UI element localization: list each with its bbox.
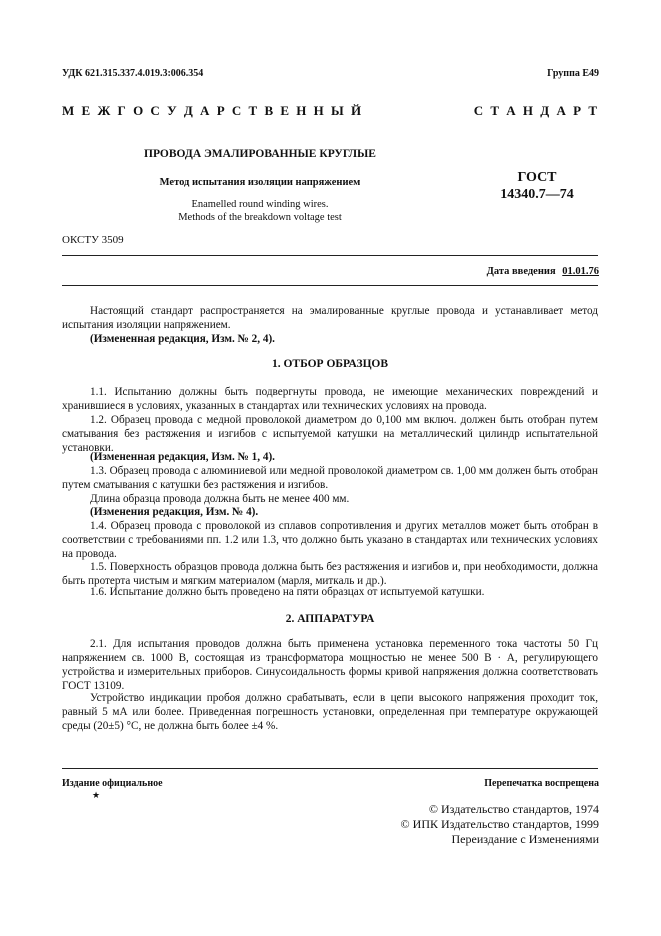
divider-date <box>62 285 598 286</box>
reissue-note: Переиздание с Изменениями <box>451 832 599 846</box>
divider-footer <box>62 768 598 769</box>
clause-1-3-length: Длина образца провода должна быть не менее 400 мм. <box>90 493 350 505</box>
clause-1-2: 1.2. Образец провода с медной проволокой диаметром до 0,100 мм включ. должен быть отобран путем сматывания без растяжения и изгибов с испытуемой катушки на металлический цилиндр испытательной установки. <box>62 414 598 454</box>
reprint-prohibited: Перепечатка воспрещена <box>484 778 599 789</box>
clause-1-3: 1.3. Образец провода с алюминиевой или медной проволокой диаметром св. 1,00 мм должен быть отобран путем сматывания с катушки без растяжения и изгибов. <box>62 465 598 491</box>
clause-1-6: 1.6. Испытание должно быть проведено на пяти образцах от испытуемой катушки. <box>90 586 485 598</box>
gost-number: 14340.7—74 <box>500 187 574 202</box>
clause-1-2-amendment: (Измененная редакция, Изм. № 1, 4). <box>90 451 275 463</box>
section-1-title: 1. ОТБОР ОБРАЗЦОВ <box>271 358 389 370</box>
title-english-1: Enamelled round winding wires. <box>191 199 329 210</box>
divider-top <box>62 255 598 256</box>
title-subtitle: Метод испытания изоляции напряжением <box>159 177 361 188</box>
copyright-1974: © Издательство стандартов, 1974 <box>428 802 599 816</box>
group-code: Группа Е49 <box>547 68 599 79</box>
copyright-1999: © ИПК Издательство стандартов, 1999 <box>400 817 599 831</box>
standard-word: С Т А Н Д А Р Т <box>473 103 599 118</box>
title-english-2: Methods of the breakdown voltage test <box>178 212 342 223</box>
section-2-title: 2. АППАРАТУРА <box>285 613 375 625</box>
intro-amendment: (Измененная редакция, Изм. № 2, 4). <box>90 333 275 345</box>
clause-2-2: Устройство индикации пробоя должно срабатывать, если в цепи высокого напряжения проходит ток, равный 5 мА или более. Приведенная погрешность установки, определенная при температуре окружающей среды (20±5) °С, не должна быть более ±4 %. <box>62 692 598 732</box>
interstate-word: М Е Ж Г О С У Д А Р С Т В Е Н Н Ы Й <box>62 103 364 118</box>
okstu-code: ОКСТУ 3509 <box>62 234 124 246</box>
star-icon: ★ <box>92 790 101 800</box>
clause-1-5: 1.5. Поверхность образцов провода должна быть без растяжения и изгибов и, при необходимости, должна быть протерта чистым и мягким материалом (марля, миткаль и др.). <box>62 561 598 587</box>
gost-label: ГОСТ <box>517 170 557 185</box>
intro-date-value: 01.01.76 <box>562 266 599 277</box>
intro-date-label: Дата введения <box>486 266 556 277</box>
clause-1-3-amendment: (Изменения редакция, Изм. № 4). <box>90 506 259 518</box>
official-edition: Издание официальное <box>62 778 163 789</box>
udk-code: УДК 621.315.337.4.019.3:006.354 <box>62 68 204 79</box>
clause-2-1: 2.1. Для испытания проводов должна быть применена установка переменного тока частоты 50 Гц напряжением св. 1000 В, состоящая из трансформатора мощностью не менее 500 В · А, регулирующего устройства и измерительных приборов. Синусоидальность формы кривой напряжения должна соответствовать ГОСТ 13109. <box>62 638 598 692</box>
intro-paragraph: Настоящий стандарт распространяется на эмалированные круглые провода и устанавливает метод испытания изоляции напряжением. <box>62 305 598 331</box>
clause-1-4: 1.4. Образец провода с проволокой из сплавов сопротивления и других металлов может быть отобран в соответствии с требованиями пп. 1.2 или 1.3, что должно быть указано в стандартах или технических условиях на провода. <box>62 520 598 560</box>
clause-1-1: 1.1. Испытанию должны быть подвергнуты провода, не имеющие механических повреждений и хранившиеся в условиях, указанных в стандартах или технических условиях на провода. <box>62 386 598 412</box>
title-main: ПРОВОДА ЭМАЛИРОВАННЫЕ КРУГЛЫЕ <box>144 148 376 160</box>
intro-date <box>487 266 599 277</box>
